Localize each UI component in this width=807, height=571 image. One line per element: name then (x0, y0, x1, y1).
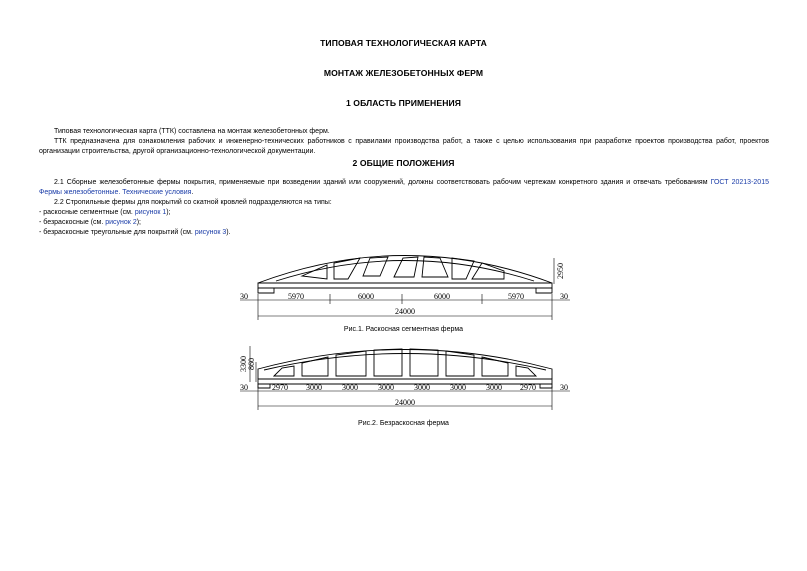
dim-label: 5970 (508, 292, 524, 301)
dim-label: 2970 (272, 383, 288, 392)
total-length-label: 24000 (395, 307, 415, 316)
dim-label: 3000 (378, 383, 394, 392)
dim-label: 6000 (358, 292, 374, 301)
section-2-paragraph-2: 2.2 Стропильные фермы для покрытий со скатной кровлей подразделяются на типы: (54, 199, 332, 206)
figure-2-link[interactable]: рисунок 2 (105, 219, 137, 226)
dim-label: 6000 (434, 292, 450, 301)
section-2-paragraph-1 (39, 178, 769, 198)
dim-label: 3000 (342, 383, 358, 392)
list-item-text: - раскосные сегментные (см. (39, 209, 135, 216)
figure-1-link[interactable]: рисунок 1 (134, 209, 167, 216)
dim-label: 3000 (486, 383, 502, 392)
height-label: 2950 (556, 263, 565, 279)
paragraph-text: 2.1 Сборные железобетонные фермы покрытия, применяемые при возведении зданий или сооружений, должны соответствовать рабочим чертежам конкретного здания и отвечать требованиям (54, 179, 711, 186)
list-item-end: ); (166, 209, 171, 216)
document-title: ТИПОВАЯ ТЕХНОЛОГИЧЕСКАЯ КАРТА (320, 38, 487, 48)
list-item (39, 218, 769, 228)
dim-label: 30 (560, 292, 568, 301)
truss-1-outline (258, 256, 552, 294)
figure-1-caption: Рис.1. Раскосная сегментная ферма (343, 326, 464, 333)
list-item-end: ); (136, 219, 141, 226)
figure-3-link[interactable]: рисунок 3 (194, 229, 227, 236)
list-item (39, 208, 769, 218)
dim-label: 30 (240, 383, 248, 392)
dim-label: 30 (560, 383, 568, 392)
dim-label: 3000 (450, 383, 466, 392)
section-1-paragraph-1: Типовая технологическая карта (ТТК) составлена на монтаж железобетонных ферм. (54, 128, 330, 135)
list-item-text: - безраскосные треугольные для покрытий (см. (39, 229, 195, 236)
dim-label: 30 (240, 292, 248, 301)
gost-link[interactable]: ГОСТ 20213-2015 Фермы железобетонные. Технические условия (39, 179, 769, 196)
figure-2-truss-drawing (230, 342, 580, 414)
height-end-label: 860 (247, 358, 256, 370)
document-subtitle: МОНТАЖ ЖЕЛЕЗОБЕТОННЫХ ФЕРМ (323, 68, 484, 78)
figure-1-truss-drawing (230, 244, 580, 324)
dim-label: 5970 (288, 292, 304, 301)
paragraph-end: . (191, 189, 194, 196)
figure-2-caption: Рис.2. Безраскосная ферма (358, 420, 449, 427)
list-item-text: - безраскосные (см. (39, 219, 106, 226)
list-item (39, 228, 769, 238)
list-item-end: ). (226, 229, 231, 236)
dim-label: 3000 (414, 383, 430, 392)
section-1-heading: 1 ОБЛАСТЬ ПРИМЕНЕНИЯ (345, 98, 462, 108)
truss-2-outline (258, 349, 552, 388)
dim-label: 2970 (520, 383, 536, 392)
dim-label: 3000 (306, 383, 322, 392)
section-2-heading: 2 ОБЩИЕ ПОЛОЖЕНИЯ (352, 158, 455, 168)
total-length-label: 24000 (395, 398, 415, 407)
section-1-paragraph-2: ТТК предназначена для ознакомления рабочих и инженерно-технических работников с правилами производства работ, а также с целью использования при разработке проектов производства работ, проектов организации строительства, другой организационно-технологической документации. (39, 138, 769, 155)
height-total-label: 3300 (239, 356, 248, 372)
